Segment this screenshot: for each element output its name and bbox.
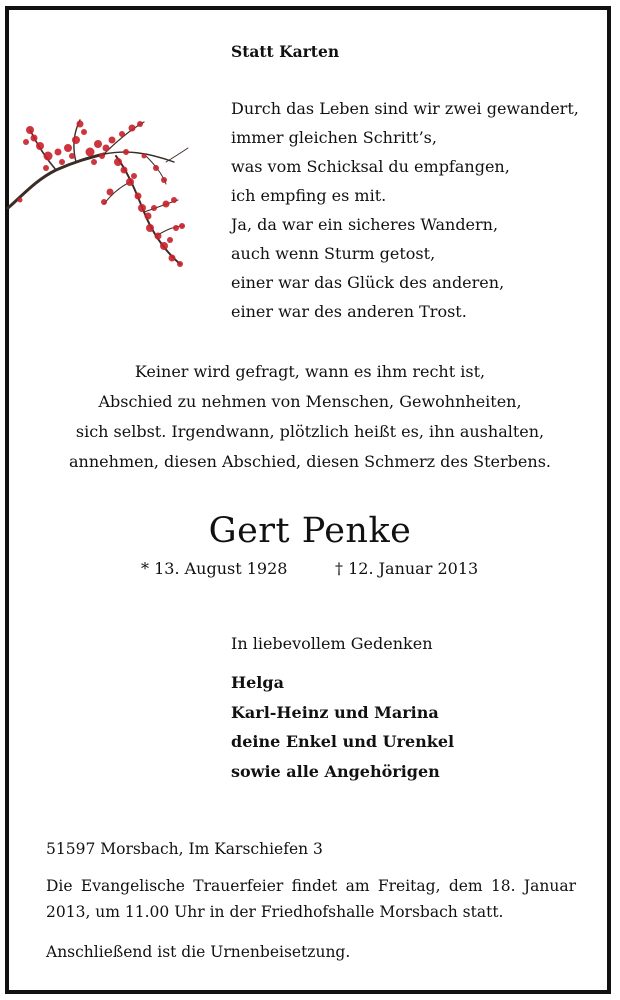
blossom — [43, 165, 49, 171]
mourner-name: deine Enkel und Urenkel — [231, 732, 455, 751]
blossom — [137, 121, 143, 127]
blossom — [155, 233, 162, 240]
blossom — [91, 159, 97, 165]
mourner-name: Helga — [231, 673, 284, 692]
blossom — [151, 205, 157, 211]
cherry-blossom-branch-icon — [6, 112, 202, 278]
death-date: † 12. Januar 2013 — [335, 559, 479, 578]
blossom — [64, 144, 72, 152]
poem-line: einer war des anderen Trost. — [231, 302, 467, 321]
mourners-intro: In liebevollem Gedenken — [231, 634, 433, 653]
address: 51597 Morsbach, Im Karschiefen 3 — [46, 840, 323, 858]
blossom — [131, 173, 137, 179]
blossom — [26, 126, 34, 134]
blossom — [163, 201, 170, 208]
blossom — [55, 149, 62, 156]
prose-line: Abschied zu nehmen von Menschen, Gewohnheiten, — [98, 392, 522, 411]
blossom — [169, 255, 176, 262]
prose-line: sich selbst. Irgendwann, plötzlich heißt es, ihn aushalten, — [75, 422, 545, 441]
blossom — [167, 237, 173, 243]
poem-line: Ja, da war ein sicheres Wandern, — [231, 215, 499, 234]
blossom — [173, 225, 179, 231]
blossom — [109, 137, 116, 144]
poem-line: auch wenn Sturm getost, — [231, 244, 436, 263]
blossom — [121, 167, 128, 174]
blossom — [153, 165, 159, 171]
blossom — [177, 261, 183, 267]
blossom — [99, 153, 105, 159]
blossom — [129, 125, 136, 132]
blossom — [23, 139, 29, 145]
poem-line: immer gleichen Schritt’s, — [231, 128, 437, 147]
mourners-list — [231, 668, 454, 786]
blossom — [31, 135, 38, 142]
blossom — [160, 242, 168, 250]
blossom — [119, 131, 125, 137]
prose-line: annehmen, diesen Abschied, diesen Schmerz des Sterbens. — [69, 452, 551, 471]
poem-line: Durch das Leben sind wir zwei gewandert, — [231, 99, 579, 118]
blossom — [123, 149, 129, 155]
blossom — [81, 129, 87, 135]
blossom — [179, 223, 185, 229]
ceremony-info: Die Evangelische Trauerfeier findet am Freitag, dem 18. Januar 2013, um 11.00 Uhr in der Friedhofshalle Morsbach statt. — [46, 877, 576, 921]
deceased-name: Gert Penke — [208, 511, 412, 551]
blossom — [94, 140, 102, 148]
blossom — [146, 224, 154, 232]
birth-date: * 13. August 1928 — [141, 559, 288, 578]
header-statt-karten: Statt Karten — [231, 42, 340, 61]
urn-info: Anschließend ist die Urnenbeisetzung. — [46, 943, 351, 961]
blossom — [77, 121, 84, 128]
blossom — [44, 152, 53, 161]
blossom — [114, 158, 122, 166]
blossom — [101, 199, 107, 205]
prose-line: Keiner wird gefragt, wann es ihm recht ist, — [134, 362, 486, 381]
blossom — [126, 178, 134, 186]
blossom — [36, 142, 44, 150]
mourner-name: sowie alle Angehörigen — [231, 761, 440, 781]
blossom — [18, 198, 23, 203]
poem-line: einer war das Glück des anderen, — [231, 273, 505, 292]
poem — [231, 94, 579, 326]
prose-verse — [40, 357, 580, 477]
blossom — [59, 159, 65, 165]
blossom — [145, 213, 152, 220]
blossom — [161, 177, 167, 183]
poem-line: was vom Schicksal du empfangen, — [231, 157, 510, 176]
blossom — [142, 154, 147, 159]
blossom — [86, 148, 95, 157]
poem-line: ich empfing es mit. — [231, 186, 387, 205]
blossom — [135, 193, 142, 200]
blossom — [171, 197, 177, 203]
blossom — [72, 136, 80, 144]
mourner-name: Karl-Heinz und Marina — [231, 702, 439, 722]
blossom — [107, 189, 114, 196]
blossom — [69, 153, 75, 159]
blossom — [138, 204, 146, 212]
blossom — [103, 145, 110, 152]
